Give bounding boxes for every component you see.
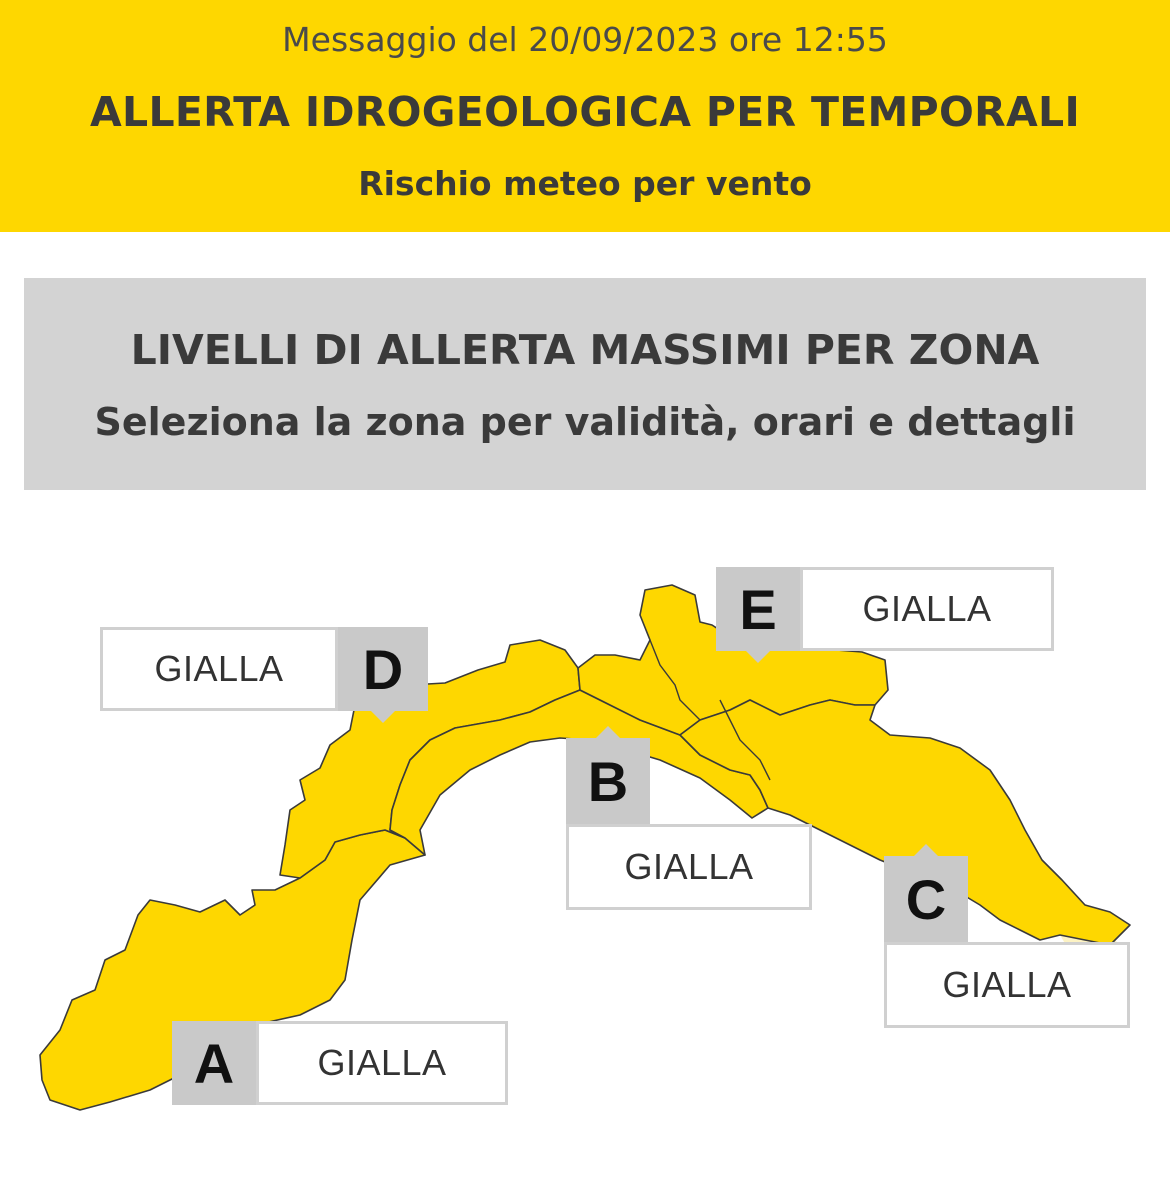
zone-d-letter[interactable]: D xyxy=(338,627,428,711)
levels-panel xyxy=(24,278,1146,490)
zone-a-label[interactable] xyxy=(172,1021,508,1105)
alert-header xyxy=(0,0,1170,232)
zone-a-level-badge[interactable]: GIALLA xyxy=(256,1021,508,1105)
zone-c-label[interactable] xyxy=(884,856,1130,1028)
levels-title: LIVELLI DI ALLERTA MASSIMI PER ZONA xyxy=(130,326,1040,374)
levels-instruction: Seleziona la zona per validità, orari e dettagli xyxy=(94,400,1076,444)
zone-e-level-badge[interactable]: GIALLA xyxy=(800,567,1054,651)
zone-d-label[interactable] xyxy=(100,627,428,711)
zone-d-level-badge[interactable]: GIALLA xyxy=(100,627,338,711)
message-timestamp: Messaggio del 20/09/2023 ore 12:55 xyxy=(282,20,888,59)
alert-title: ALLERTA IDROGEOLOGICA PER TEMPORALI xyxy=(89,88,1080,136)
zone-a-letter[interactable]: A xyxy=(172,1021,256,1105)
liguria-zone-map xyxy=(0,540,1170,1140)
zone-e-letter[interactable]: E xyxy=(716,567,800,651)
alert-subtitle: Rischio meteo per vento xyxy=(358,164,812,203)
zone-b-label[interactable] xyxy=(566,738,812,910)
zone-b-letter[interactable]: B xyxy=(566,738,650,824)
zone-c-letter[interactable]: C xyxy=(884,856,968,942)
zone-e-label[interactable] xyxy=(716,567,1054,651)
zone-b-level-badge[interactable]: GIALLA xyxy=(566,824,812,910)
zone-c-level-badge[interactable]: GIALLA xyxy=(884,942,1130,1028)
